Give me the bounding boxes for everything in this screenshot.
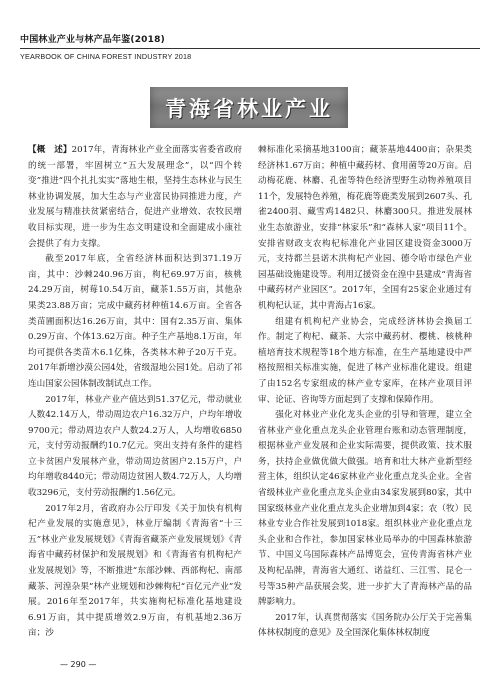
header-english-title: YEARBOOK OF CHINA FOREST INDUSTRY 2018 [20,52,192,61]
paragraph: 2017年，认真贯彻落实《国务院办公厅关于完善集体林权制度的意见》及全国深化集体林权制度 [258,612,472,639]
overview-text: 2017年，青海林业产业全面落实省委省政府的统一部署，牢固树立“五大发展理念”，以“四个转变”推进“四个扎扎实实”落地生根，坚持生态林业与民生林业协调发展，加大生态与产业富民协同推进力度，产业发展与精准扶贫紧密结合，促进产业增效、农牧民增收目标实现，进一步为生态文明建设和全面建成小康社会提供了有力支撑。 [28,145,242,249]
running-header [20,32,480,61]
paragraph: 强化对林业产业化龙头企业的引导和管理，建立全省林业产业化重点龙头企业管理台账和动态管理制度，根据林业产业发展和企业实际需要，提供政策、技术服务，扶持企业做优做大做强。培育和壮大林产业新型经营主体，组织认定46家林业产业化重点龙头企业。全省省级林业产业化重点龙头企业由34家发展到80家，其中国家级林业产业化重点龙头企业增加到4家；农（牧）民林业专业合作社发展到1018家。组织林业产业化重点龙头企业和合作社，参加国家林业局举办的中国森林旅游节、中国义乌国际森林产品博览会，宣传青海省林产业及枸杞品牌，青海省大通红、诺益红、三江雪、昆仑一号等35种产品获展会奖，进一步扩大了青海林产品的品牌影响力。 [258,410,472,608]
section-title-banner [150,87,348,128]
header-rule [20,48,480,49]
overview-label: 【概 述】 [28,145,72,155]
right-column [258,143,472,642]
overview-paragraph [28,143,242,252]
paragraph: 组建有机枸杞产业协会，完成经济林协会换届工作。制定了枸杞、藏茶、大宗中藏药材、樱桃、核桃种植培育技术规程等18个地方标准，在生产基地建设中严格按照相关标准实施，促进了林产业标准化建设。组建了由152名专家组成的林产业专家库，在林产业项目评审、论证、咨询等方面起到了支撑和保障作用。 [258,316,472,405]
paragraph: 截至2017年底，全省经济林面积达到371.19万亩，其中：沙棘240.96万亩，枸杞69.97万亩，核桃24.29万亩，树莓10.54万亩，藏茶1.55万亩，其他杂果类23.88万亩；完成中藏药材种植14.6万亩。全省各类苗圃面积达16.26万亩，其中：国有2.35万亩、集体0.29万亩、个体13.62万亩。种子生产基地8.1万亩，年均可提供各类苗木6.1亿株，各类林木种子20万千克。2017年新增沙漠公园4处，省级湿地公园1处。启动了祁连山国家公园体制改制试点工作。 [28,254,242,389]
left-column [28,143,242,642]
page-number: — 290 — [60,660,97,669]
section-title: 青海省林业产业 [165,96,333,121]
paragraph-continued: 棘标准化采摘基地3100亩；藏茶基地4400亩；杂果类经济林1.67万亩；种植中藏药材、食用菌等20万亩。启动梅花鹿、林麝、孔雀等特色经济型野生动物养殖项目11个，发展特色养殖，梅花鹿等鹿类发展到2607头、孔雀2400羽、藏雪鸡1482只、林麝300只。推进发展林业生态旅游业，安排“林家乐”和“森林人家”项目11个。安排省财政支农构杞标准化产业园区建设资金3000万元，支持都兰县诺木洪枸杞产业园、德令哈市绿色产业园基础设施建设等。利用辽援资金在湟中县建成“青海省中藏药材产业园区”。2017年，全国有25家企业通过有机枸杞认证，其中青海占16家。 [258,145,472,311]
paragraph: 2017年2月，省政府办公厅印发《关于加快有机枸杞产业发展的实施意见》，林业厅编制《青海省“十三五”林业产业发展规划》《青海省藏茶产业发展规划》《青海省中藏药材保护和发展规划》和《青海省有机枸杞产业发展规划》等，不断推进“东部沙棘、西部枸杞、南部藏茶、河湟杂果”林产业规划和沙棘枸杞“百亿元产业”发展。2016年至2017年，共实施枸杞标准化基地建设6.91万亩，其中提质增效2.9万亩，有机基地2.36万亩；沙 [28,503,242,639]
paragraph: 2017年，林业产业产值达到51.37亿元，带动就业人数42.14万人，带动周边农户16.32万户，户均年增收9700元；带动周边农户人数24.2万人，人均增收6850元，支付劳动报酬约10.7亿元。突出支持有条件的建档立卡贫困户发展林产业，带动周边贫困户2.15万户，户均年增收8440元；带动周边贫困人数4.72万人，人均增收3296元，支付劳动报酬约1.56亿元。 [28,394,242,499]
header-chinese-title: 中国林业产业与林产品年鉴(2018) [20,35,165,45]
